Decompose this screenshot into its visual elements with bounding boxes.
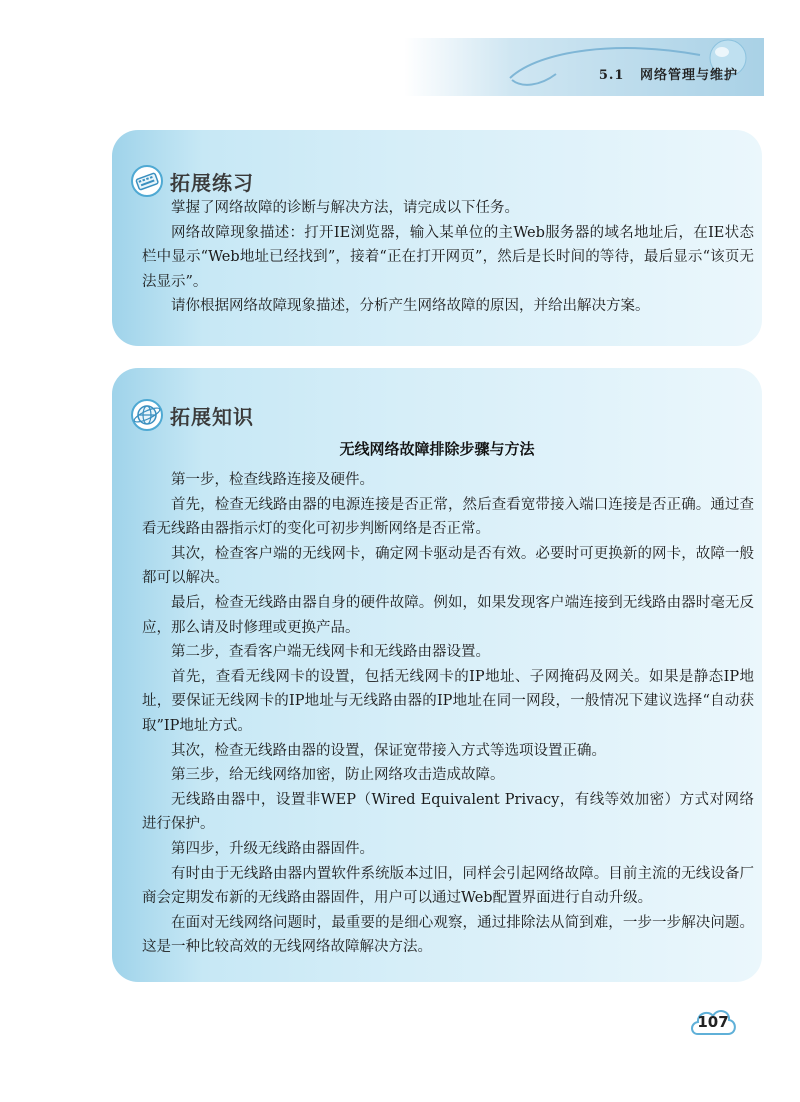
knowledge-heading	[130, 398, 254, 432]
exercise-body	[142, 196, 754, 319]
section-number: 5.1	[598, 68, 625, 83]
paragraph: 其次，检查客户端的无线网卡，确定网卡驱动是否有效。必要时可更换新的网卡，故障一般都可以解决。	[142, 545, 754, 587]
knowledge-heading-text: 拓展知识	[170, 404, 254, 429]
paragraph: 掌握了网络故障的诊断与解决方法，请完成以下任务。	[171, 200, 519, 216]
section-header	[599, 64, 738, 83]
exercise-heading-text: 拓展练习	[170, 170, 254, 195]
paragraph: 最后，检查无线路由器自身的硬件故障。例如，如果发现客户端连接到无线路由器时毫无反应，那么请及时修理或更换产品。	[142, 594, 754, 636]
paragraph: 第一步，检查线路连接及硬件。	[171, 472, 374, 488]
page-number	[688, 1004, 738, 1040]
paragraph: 在面对无线网络问题时，最重要的是细心观察，通过排除法从简到难，一步一步解决问题。这是一种比较高效的无线网络故障解决方法。	[142, 914, 754, 956]
paragraph: 首先，查看无线网卡的设置，包括无线网卡的IP地址、子网掩码及网关。如果是静态IP地址，要保证无线网卡的IP地址与无线路由器的IP地址在同一网段，一般情况下建议选择“自动获取”IP地址方式。	[142, 668, 754, 734]
paragraph: 无线路由器中，设置非WEP（Wired Equivalent Privacy，有线等效加密）方式对网络进行保护。	[142, 791, 754, 833]
paragraph: 首先，检查无线路由器的电源连接是否正常，然后查看宽带接入端口连接是否正确。通过查看无线路由器指示灯的变化可初步判断网络是否正常。	[142, 496, 754, 538]
paragraph: 其次，检查无线路由器的设置，保证宽带接入方式等选项设置正确。	[171, 742, 606, 759]
exercise-panel	[112, 130, 762, 346]
paragraph: 第四步，升级无线路由器固件。	[171, 840, 374, 857]
paragraph: 网络故障现象描述：打开IE浏览器，输入某单位的主Web服务器的域名地址后，在IE状态栏中显示“Web地址已经找到”，接着“正在打开网页”，然后是长时间的等待，最后显示“该页无法显示”。	[142, 224, 754, 290]
paragraph: 第二步，查看客户端无线网卡和无线路由器设置。	[171, 644, 490, 661]
keyboard-icon	[130, 164, 164, 198]
knowledge-panel	[112, 368, 762, 982]
exercise-heading	[130, 164, 254, 198]
page-number-text: 107	[697, 1013, 729, 1031]
knowledge-subtitle: 无线网络故障排除步骤与方法	[339, 440, 535, 458]
globe-icon	[130, 398, 164, 432]
paragraph: 请你根据网络故障现象描述，分析产生网络故障的原因，并给出解决方案。	[171, 298, 650, 315]
section-title: 网络管理与维护	[639, 68, 738, 83]
knowledge-body	[142, 468, 754, 960]
paragraph: 有时由于无线路由器内置软件系统版本过旧，同样会引起网络故障。目前主流的无线设备厂商会定期发布新的无线路由器固件，用户可以通过Web配置界面进行自动升级。	[142, 865, 754, 907]
paragraph: 第三步，给无线网络加密，防止网络攻击造成故障。	[171, 767, 505, 784]
